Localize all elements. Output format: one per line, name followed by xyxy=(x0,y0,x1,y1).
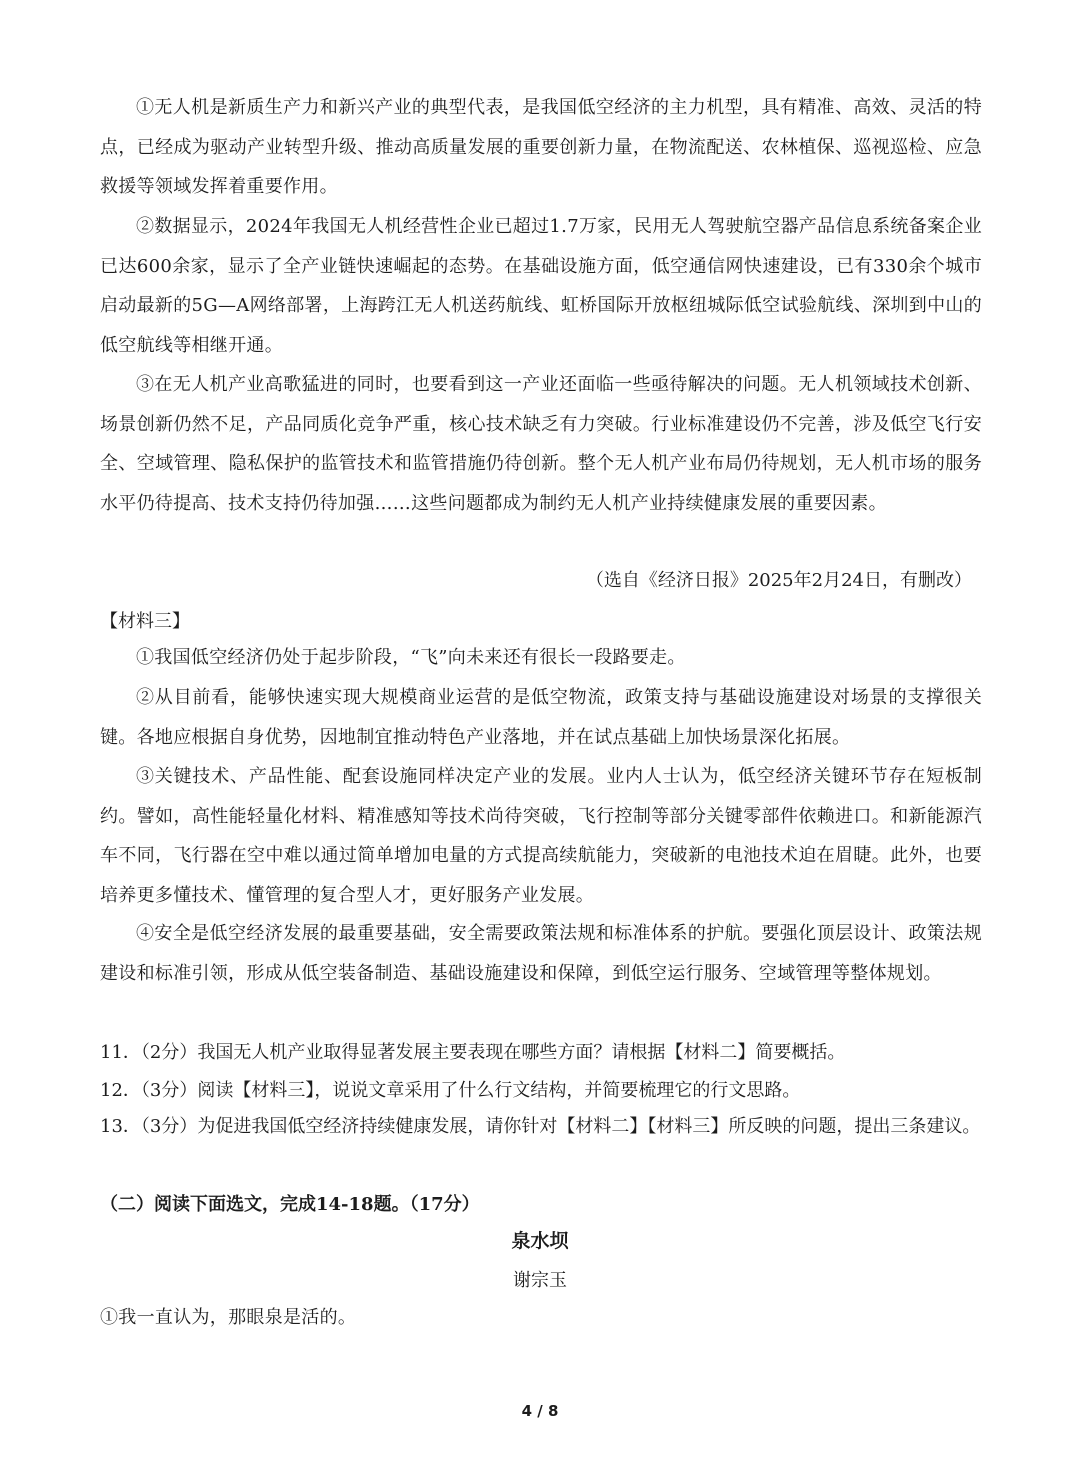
material3-paragraph-2: ②从目前看，能够快速实现大规模商业运营的是低空物流，政策支持与基础设施建设对场景的支撑很关键。各地应根据自身优势，因地制宜推动特色产业落地，并在试点基础上加快场景深化拓展。 xyxy=(100,687,982,748)
material2-source: （选自《经济日报》2025年2月24日，有删改） xyxy=(585,570,972,591)
question-11: 11．（2分）我国无人机产业取得显著发展主要表现在哪些方面？请根据【材料二】简要概括。 xyxy=(100,1042,846,1063)
material3-paragraph-4: ④安全是低空经济发展的最重要基础，安全需要政策法规和标准体系的护航。要强化顶层设计、政策法规建设和标准引领，形成从低空装备制造、基础设施建设和保障，到低空运行服务、空域管理等整体规划。 xyxy=(100,923,982,984)
material3-paragraph-3: ③关键技术、产品性能、配套设施同样决定产业的发展。业内人士认为，低空经济关键环节存在短板制约。譬如，高性能轻量化材料、精准感知等技术尚待突破，飞行控制等部分关键零部件依赖进口。和新能源汽车不同，飞行器在空中难以通过简单增加电量的方式提高续航能力，突破新的电池技术迫在眉睫。此外，也要培养更多懂技术、懂管理的复合型人才，更好服务产业发展。 xyxy=(100,766,982,906)
material3-label: 【材料三】 xyxy=(100,611,190,632)
essay-paragraph-1: ①我一直认为，那眼泉是活的。 xyxy=(100,1307,357,1328)
essay-title: 泉水坝 xyxy=(511,1230,569,1252)
material3-paragraph-1: ①我国低空经济仍处于起步阶段，“飞”向未来还有很长一段路要走。 xyxy=(136,647,686,668)
material2-paragraph-3: ③在无人机产业高歌猛进的同时，也要看到这一产业还面临一些亟待解决的问题。无人机领域技术创新、场景创新仍然不足，产品同质化竞争严重，核心技术缺乏有力突破。行业标准建设仍不完善，涉及低空飞行安全、空域管理、隐私保护的监管技术和监管措施仍待创新。整个无人机产业布局仍待规划，无人机市场的服务水平仍待提高、技术支持仍待加强……这些问题都成为制约无人机产业持续健康发展的重要因素。 xyxy=(100,374,982,514)
question-12: 12．（3分）阅读【材料三】，说说文章采用了什么行文结构，并简要梳理它的行文思路。 xyxy=(100,1080,801,1101)
page-number: 4 / 8 xyxy=(521,1402,559,1420)
essay-author: 谢宗玉 xyxy=(513,1270,567,1291)
material2-paragraph-2: ②数据显示，2024年我国无人机经营性企业已超过1.7万家，民用无人驾驶航空器产品信息系统备案企业已达600余家，显示了全产业链快速崛起的态势。在基础设施方面，低空通信网快速建设，已有330余个城市启动最新的5G—A网络部署，上海跨江无人机送药航线、虹桥国际开放枢纽城际低空试验航线、深圳到中山的低空航线等相继开通。 xyxy=(100,216,982,356)
section-heading: （二）阅读下面选文，完成14-18题。（17分） xyxy=(100,1194,480,1215)
question-13: 13．（3分）为促进我国低空经济持续健康发展，请你针对【材料二】【材料三】所反映的问题，提出三条建议。 xyxy=(100,1116,981,1137)
material2-paragraph-1: ①无人机是新质生产力和新兴产业的典型代表，是我国低空经济的主力机型，具有精准、高效、灵活的特点，已经成为驱动产业转型升级、推动高质量发展的重要创新力量，在物流配送、农林植保、巡视巡检、应急救援等领域发挥着重要作用。 xyxy=(100,97,982,197)
